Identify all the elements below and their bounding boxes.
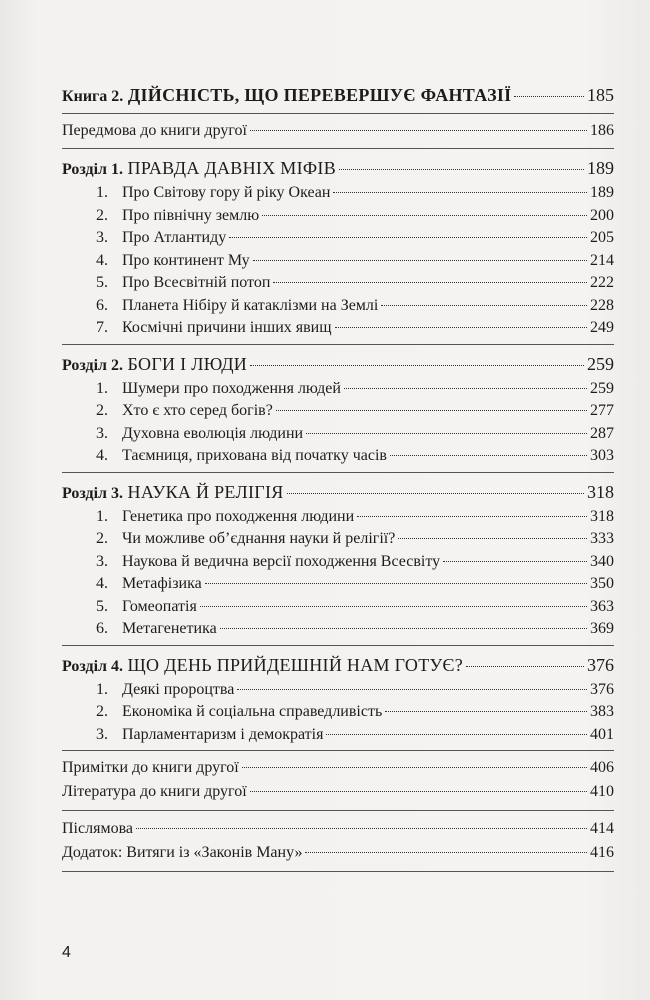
- page-number: 259: [590, 379, 614, 397]
- toc-section: [62, 182, 614, 205]
- page-number: 185: [587, 85, 614, 105]
- chapter-title: НАУКА Й РЕЛІГІЯ: [127, 481, 284, 502]
- entry-label: Додаток: Витяги із «Законів Ману»: [62, 844, 303, 861]
- toc-section: [62, 227, 614, 250]
- leader-dots: [250, 130, 587, 131]
- leader-dots: [335, 327, 587, 328]
- toc-section: [62, 400, 614, 423]
- page-number: 287: [590, 424, 614, 442]
- section-number: 2.: [96, 206, 108, 224]
- toc-section: [62, 272, 614, 295]
- toc-entry-afterword: [62, 818, 614, 842]
- toc-book-heading: [62, 82, 614, 109]
- section-label: Планета Нібіру й катаклізми на Землі: [122, 296, 379, 314]
- page-folio: 4: [62, 944, 71, 961]
- page-number: 383: [590, 703, 614, 720]
- leader-dots: [514, 96, 584, 97]
- section-label: Чи можливе об’єднання науки й релігії?: [122, 530, 396, 547]
- section-number: 2.: [96, 703, 108, 720]
- leader-dots: [357, 516, 587, 517]
- leader-dots: [262, 215, 587, 216]
- toc-section: [62, 679, 614, 702]
- page-number: 205: [590, 229, 614, 246]
- leader-dots: [326, 734, 587, 735]
- toc-section: [62, 445, 614, 468]
- leader-dots: [136, 828, 587, 829]
- book-kind: Книга 2.: [62, 88, 124, 105]
- chapter-kind: Розділ 1.: [62, 161, 124, 178]
- section-label: Таємниця, прихована від початку часів: [122, 447, 387, 464]
- toc-chapter-heading: [62, 155, 614, 182]
- toc-section: [62, 423, 614, 446]
- section-number: 7.: [96, 319, 108, 336]
- leader-dots: [276, 410, 587, 411]
- section-number: 1.: [96, 379, 108, 397]
- toc-section: [62, 596, 614, 619]
- chapter-title: ЩО ДЕНЬ ПРИЙДЕШНІЙ НАМ ГОТУЄ?: [127, 654, 463, 675]
- page-number: 333: [590, 530, 614, 547]
- leader-dots: [229, 237, 587, 238]
- page-number: 189: [590, 184, 614, 201]
- chapter-kind: Розділ 2.: [62, 356, 124, 374]
- section-number: 2.: [96, 530, 108, 547]
- section-label: Парламентаризм і демократія: [122, 725, 324, 743]
- section-number: 5.: [96, 274, 108, 291]
- page-number: 401: [590, 725, 614, 743]
- page-number: 189: [587, 158, 614, 178]
- leader-dots: [200, 606, 587, 607]
- entry-label: Примітки до книги другої: [62, 759, 239, 776]
- section-label: Економіка й соціальна справедливість: [122, 703, 383, 720]
- section-number: 4.: [96, 447, 108, 464]
- section-label: Космічні причини інших явищ: [122, 319, 332, 336]
- page-number: 410: [590, 783, 614, 800]
- leader-dots: [344, 388, 587, 389]
- page-number: 214: [590, 251, 614, 269]
- table-of-contents: [62, 82, 614, 879]
- section-number: 5.: [96, 597, 108, 615]
- toc-section: [62, 295, 614, 318]
- toc-section: [62, 528, 614, 551]
- leader-dots: [250, 791, 587, 792]
- page-number: 414: [590, 820, 614, 837]
- page-number: 340: [590, 552, 614, 570]
- section-label: Про Всесвітній потоп: [122, 274, 271, 291]
- toc-section: [62, 250, 614, 273]
- chapter-title: БОГИ І ЛЮДИ: [127, 353, 248, 374]
- divider: [62, 472, 614, 473]
- section-number: 6.: [96, 296, 108, 314]
- leader-dots: [443, 561, 587, 562]
- section-label: Деякі пророцтва: [122, 680, 235, 698]
- toc-section: [62, 506, 614, 529]
- page-number: 376: [590, 680, 614, 698]
- chapter-kind: Розділ 4.: [62, 657, 124, 675]
- page-number: 277: [590, 402, 614, 419]
- leader-dots: [273, 282, 587, 283]
- leader-dots: [306, 433, 587, 434]
- leader-dots: [305, 852, 587, 853]
- chapter-title: ПРАВДА ДАВНІХ МІФІВ: [127, 158, 337, 178]
- divider: [62, 113, 614, 114]
- leader-dots: [398, 538, 587, 539]
- toc-chapter-heading: [62, 479, 614, 506]
- section-number: 3.: [96, 229, 108, 246]
- section-label: Гомеопатія: [122, 597, 197, 615]
- divider: [62, 871, 614, 872]
- leader-dots: [253, 260, 587, 261]
- page-number: 222: [590, 274, 614, 291]
- leader-dots: [385, 711, 587, 712]
- leader-dots: [390, 455, 587, 456]
- page-number: 350: [590, 575, 614, 592]
- book-title: ДІЙСНІСТЬ, ЩО ПЕРЕВЕРШУЄ ФАНТАЗІЇ: [127, 85, 512, 105]
- toc-section: [62, 573, 614, 596]
- page-number: 186: [590, 122, 614, 139]
- section-number: 1.: [96, 680, 108, 698]
- toc-section: [62, 701, 614, 724]
- section-label: Метагенетика: [122, 620, 217, 637]
- divider: [62, 645, 614, 646]
- toc-entry-literature: [62, 781, 614, 805]
- divider: [62, 148, 614, 149]
- page-number: 228: [590, 296, 614, 314]
- leader-dots: [220, 628, 587, 629]
- section-label: Метафізика: [122, 575, 202, 592]
- chapter-kind: Розділ 3.: [62, 484, 124, 502]
- page-number: 249: [590, 319, 614, 336]
- toc-section: [62, 317, 614, 340]
- divider: [62, 344, 614, 345]
- section-label: Про північну землю: [122, 206, 260, 224]
- page-number: 200: [590, 206, 614, 224]
- section-number: 1.: [96, 507, 108, 525]
- section-label: Про континент Му: [122, 251, 250, 269]
- entry-label: Передмова до книги другої: [62, 122, 247, 139]
- leader-dots: [466, 666, 584, 667]
- toc-section: [62, 724, 614, 747]
- section-label: Наукова й ведична версії походження Всесвіту: [122, 552, 441, 570]
- section-label: Шумери про походження людей: [122, 379, 341, 397]
- section-label: Генетика про походження людини: [122, 507, 355, 525]
- divider: [62, 810, 614, 811]
- entry-label: Література до книги другої: [62, 783, 247, 800]
- toc-entry-preface: [62, 120, 614, 144]
- leader-dots: [339, 169, 584, 170]
- toc-entry-appendix: [62, 842, 614, 866]
- section-number: 1.: [96, 184, 108, 201]
- section-number: 4.: [96, 575, 108, 592]
- toc-chapter-heading: [62, 652, 614, 679]
- page-number: 318: [587, 481, 614, 502]
- page-number: 318: [590, 507, 614, 525]
- section-number: 2.: [96, 402, 108, 419]
- toc-section: [62, 205, 614, 228]
- section-number: 6.: [96, 620, 108, 637]
- toc-entry-notes: [62, 757, 614, 781]
- section-number: 4.: [96, 251, 108, 269]
- leader-dots: [205, 583, 587, 584]
- page-number: 363: [590, 597, 614, 615]
- toc-section: [62, 551, 614, 574]
- leader-dots: [250, 365, 584, 366]
- page-number: 416: [590, 844, 614, 861]
- page-number: 259: [587, 353, 614, 374]
- page-number: 369: [590, 620, 614, 637]
- leader-dots: [287, 493, 584, 494]
- section-label: Про Атлантиду: [122, 229, 227, 246]
- leader-dots: [237, 689, 587, 690]
- section-number: 3.: [96, 424, 108, 442]
- page-number: 406: [590, 759, 614, 776]
- entry-label: Післямова: [62, 820, 134, 837]
- leader-dots: [333, 192, 587, 193]
- page-number: 303: [590, 447, 614, 464]
- toc-section: [62, 378, 614, 401]
- section-label: Духовна еволюція людини: [122, 424, 304, 442]
- toc-section: [62, 618, 614, 641]
- leader-dots: [242, 767, 587, 768]
- divider: [62, 750, 614, 751]
- section-number: 3.: [96, 725, 108, 743]
- toc-chapter-heading: [62, 351, 614, 378]
- section-label: Хто є хто серед богів?: [122, 402, 273, 419]
- section-number: 3.: [96, 552, 108, 570]
- section-label: Про Світову гору й ріку Океан: [122, 184, 331, 201]
- leader-dots: [381, 305, 587, 306]
- page-number: 376: [587, 654, 614, 675]
